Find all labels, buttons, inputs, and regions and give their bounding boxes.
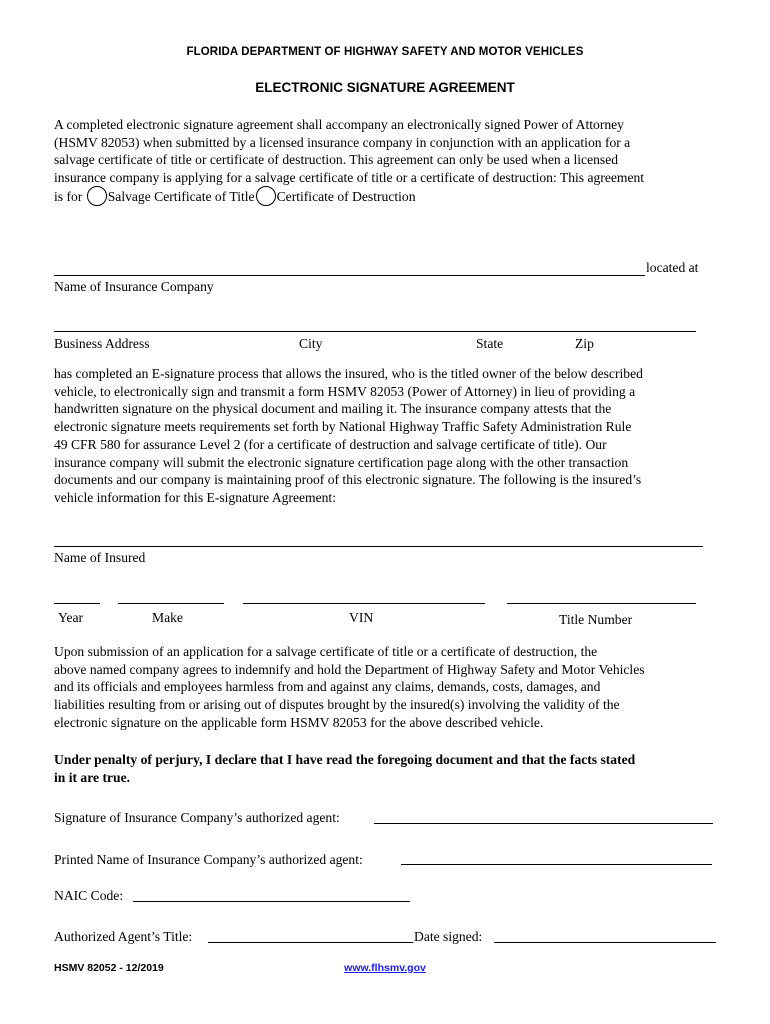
insurance-company-name-label: Name of Insurance Company — [54, 279, 214, 294]
body-line: 49 CFR 580 for assurance Level 2 (for a certificate of destruction and salvage certificate of title). Our — [54, 436, 607, 452]
indemnity-line: Upon submission of an application for a salvage certificate of title or a certificate of destruction, the — [54, 644, 598, 659]
body-line: documents and our company is maintaining proof of this electronic signature. The following is the insured’s — [54, 472, 642, 488]
agent-title-field[interactable] — [208, 942, 413, 943]
body-line: vehicle information for this E-signature Agreement: — [54, 489, 336, 505]
year-field[interactable] — [54, 603, 100, 604]
intro-line: A completed electronic signature agreement shall accompany an electronically signed Power of Attorney — [54, 117, 624, 132]
agent-printed-name-field[interactable] — [401, 864, 712, 865]
make-label: Make — [152, 610, 183, 625]
naic-code-label: NAIC Code: — [54, 888, 124, 903]
body-line: electronic signature meets requirements set forth by National Highway Traffic Safety Administration Rule — [54, 419, 632, 435]
intro-line: (HSMV 82053) when submitted by a licensed insurance company in conjunction with an application for a — [54, 134, 631, 150]
body-line: handwritten signature on the physical document and mailing it. The insurance company attests that the — [54, 401, 612, 417]
agent-signature-field[interactable] — [374, 823, 713, 824]
state-label: State — [476, 336, 504, 351]
perjury-line: in it are true. — [54, 769, 131, 785]
body-line: vehicle, to electronically sign and transmit a form HSMV 82053 (Power of Attorney) in lieu of providing a — [54, 383, 636, 399]
intro-line: insurance company is applying for a salvage certificate of title or a certificate of destruction: This agreement — [54, 170, 645, 186]
indemnity-line: above named company agrees to indemnify and hold the Department of Highway Safety and Motor Vehicles — [54, 661, 645, 677]
certificate-of-destruction-label: Certificate of Destruction — [276, 188, 416, 204]
date-signed-field[interactable] — [494, 942, 716, 943]
agency-name: FLORIDA DEPARTMENT OF HIGHWAY SAFETY AND MOTOR VEHICLES — [186, 46, 584, 58]
name-of-insured-field[interactable] — [54, 546, 703, 547]
title-number-label: Title Number — [559, 612, 633, 627]
name-of-insured-label: Name of Insured — [54, 550, 146, 565]
document-title: ELECTRONIC SIGNATURE AGREEMENT — [255, 80, 515, 95]
insurance-company-name-field[interactable] — [54, 275, 645, 276]
form-number: HSMV 82052 - 12/2019 — [54, 962, 164, 974]
city-label: City — [299, 336, 323, 351]
intro-line: salvage certificate of title or certificate of destruction. This agreement can only be used when a licensed — [54, 152, 619, 168]
naic-code-field[interactable] — [133, 901, 410, 902]
vin-label: VIN — [349, 610, 374, 625]
title-number-field[interactable] — [507, 603, 696, 604]
indemnity-line: electronic signature on the applicable form HSMV 82053 for the above described vehicle. — [54, 714, 544, 730]
indemnity-line: liabilities resulting from or arising out of disputes brought by the insured(s) involving the validity of the — [54, 697, 620, 713]
body-line: has completed an E-signature process that allows the insured, who is the titled owner of the below described — [54, 366, 643, 381]
certificate-of-destruction-radio[interactable] — [256, 186, 276, 206]
intro-paragraph — [54, 116, 718, 208]
indemnity-line: and its officials and employees harmless from and against any claims, demands, costs, damages, and — [54, 679, 601, 695]
website-link[interactable]: www.flhsmv.gov — [344, 962, 426, 974]
agent-printed-name-label: Printed Name of Insurance Company’s authorized agent: — [54, 852, 363, 867]
located-at-label: located at — [646, 260, 699, 275]
agent-title-label: Authorized Agent’s Title: — [54, 929, 193, 944]
agent-signature-label: Signature of Insurance Company’s authorized agent: — [54, 810, 340, 825]
date-signed-label: Date signed: — [414, 929, 483, 944]
body-line: insurance company will submit the electronic signature certification page along with the other transaction — [54, 454, 629, 470]
e-signature-paragraph — [54, 365, 718, 507]
make-field[interactable] — [118, 603, 224, 604]
zip-label: Zip — [575, 336, 594, 351]
perjury-statement — [54, 751, 718, 786]
salvage-certificate-label: Salvage Certificate of Title — [107, 188, 255, 204]
indemnity-paragraph — [54, 643, 718, 732]
business-address-label: Business Address — [54, 336, 150, 351]
intro-option-line — [54, 188, 718, 208]
is-for-label: is for — [54, 188, 83, 204]
vin-field[interactable] — [243, 603, 485, 604]
year-label: Year — [58, 610, 84, 625]
perjury-line: Under penalty of perjury, I declare that I have read the foregoing document and that the facts stated — [54, 752, 636, 767]
salvage-certificate-radio[interactable] — [87, 186, 107, 206]
business-address-field[interactable] — [54, 331, 696, 332]
